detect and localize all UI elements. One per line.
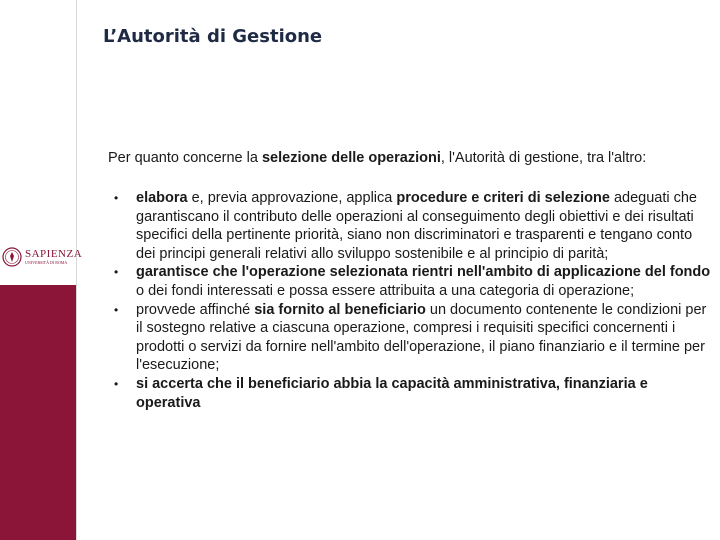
logo-wordmark: SAPIENZA <box>25 248 83 260</box>
bullet-text: provvede affinché <box>136 301 255 318</box>
bullet-text-bold: si accerta che il beneficiario abbia la capacità amministrativa, finanziaria e operativa <box>136 375 648 411</box>
bullet-list <box>108 189 714 412</box>
bullet-text: o dei fondi interessati e possa essere attribuita a una categoria di operazione; <box>136 282 635 299</box>
intro-text-bold: selezione delle operazioni <box>261 150 441 166</box>
list-item <box>108 263 714 300</box>
list-item <box>108 375 714 412</box>
sidebar-divider <box>76 0 77 540</box>
list-item <box>108 301 714 375</box>
sapienza-logo <box>0 240 83 274</box>
logo-subtitle: UNIVERSITÀ DI ROMA <box>25 260 68 265</box>
logo-text <box>25 249 82 265</box>
list-item <box>108 189 714 263</box>
page-title: L’Autorità di Gestione <box>103 26 323 47</box>
bullet-text-bold: garantisce che l'operazione selezionata rientri nell'ambito di applicazione del fondo <box>136 264 711 281</box>
bullet-text: e, previa approvazione, applica <box>191 190 397 206</box>
bullet-dot: • <box>114 191 119 205</box>
bullet-text: un documento contenente le condizioni per il sostegno relative a ciascuna operazione, compresi i requisiti specifici concernenti i prodotti o servizi da fornire nell'ambito dell'operazione, il piano finanziario e il termine per l'esecuzione; <box>136 301 707 374</box>
bullet-text-bold: elabora <box>136 190 192 206</box>
bullet-dot: • <box>114 265 119 280</box>
bullet-dot: • <box>114 376 119 391</box>
sapienza-seal-icon <box>2 247 22 267</box>
sidebar-maroon-band <box>0 285 76 540</box>
bullet-text: adeguati che garantiscano il contributo delle operazioni al conseguimento degli obiettivi e dei risultati specifici della pertinente priorità, siano non discriminatori e trasparenti e tengano conto dei principi generali relativi allo sviluppo sostenibile e al principio di parità; <box>136 190 697 262</box>
intro-text-after: , l'Autorità di gestione, tra l'altro: <box>440 150 647 166</box>
bullet-dot: • <box>114 302 119 317</box>
intro-text-before: Per quanto concerne la <box>108 150 262 166</box>
bullet-text-bold: sia fornito al beneficiario <box>254 301 426 318</box>
intro-text <box>108 150 646 166</box>
bullet-text-bold: procedure e criteri di selezione <box>396 190 610 206</box>
